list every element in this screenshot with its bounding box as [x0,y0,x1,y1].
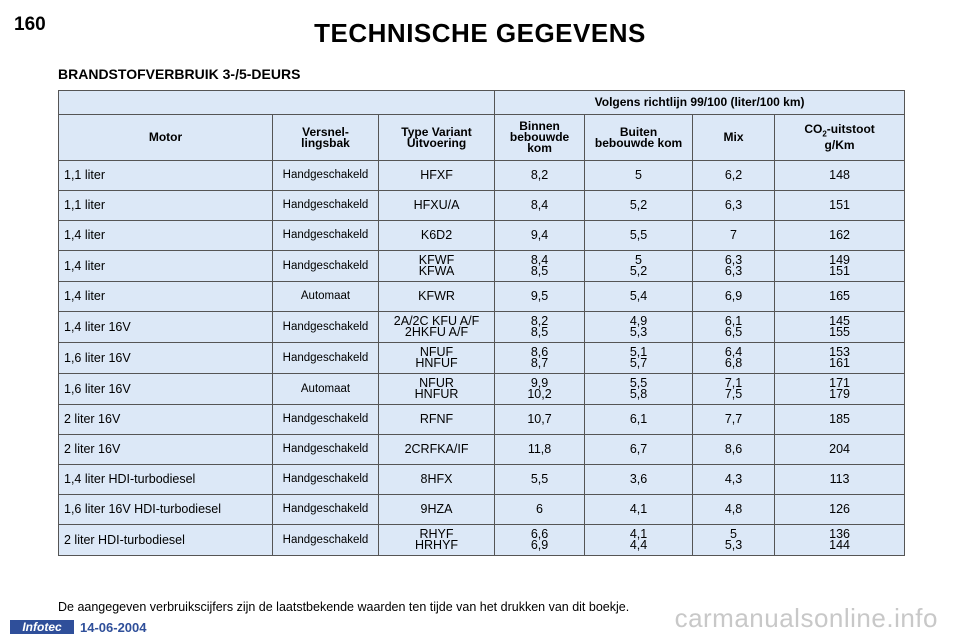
cell-type [379,374,495,405]
cell-extra-urban [585,282,693,312]
header-co2 [775,115,905,161]
cell-motor: 1,1 liter [59,191,273,221]
cell-type [379,525,495,556]
page-title: TECHNISCHE GEGEVENS [314,18,646,48]
cell-mixed-value: 7,1 [724,376,743,390]
table-row [59,525,905,556]
cell-extra-urban-value: 5,8 [629,387,648,401]
cell-type-value: K6D2 [420,228,453,242]
header-gearbox-line: lingsbak [301,135,350,150]
cell-type-value: RHYF [419,527,454,541]
cell-extra-urban [585,374,693,405]
cell-type [379,312,495,343]
cell-motor: 1,1 liter [59,161,273,191]
cell-co2-value: 148 [829,168,850,182]
cell-gearbox: Automaat [273,374,379,405]
cell-co2 [775,405,905,435]
cell-extra-urban-value: 4,1 [629,502,648,516]
table-row [59,495,905,525]
cell-motor: 2 liter 16V [59,435,273,465]
cell-mixed [693,251,775,282]
column-header-row [59,115,905,161]
cell-motor: 1,4 liter [59,251,273,282]
cell-gearbox: Handgeschakeld [273,405,379,435]
cell-urban-value: 8,4 [530,198,549,212]
cell-extra-urban-value: 5 [635,168,642,182]
cell-extra-urban [585,251,693,282]
table-row [59,251,905,282]
cell-type [379,221,495,251]
cell-co2 [775,251,905,282]
cell-mixed-value: 6,3 [724,264,743,278]
cell-gearbox: Handgeschakeld [273,495,379,525]
cell-urban-value: 8,5 [530,264,549,278]
table-row [59,405,905,435]
cell-urban-value: 8,2 [530,314,549,328]
cell-type-value: KFWA [418,264,455,278]
cell-co2 [775,161,905,191]
cell-co2-value: 151 [829,264,850,278]
cell-mixed-value: 7 [730,228,737,242]
cell-co2 [775,191,905,221]
cell-co2 [775,312,905,343]
cell-urban [495,495,585,525]
table-row [59,312,905,343]
cell-mixed-value: 7,7 [724,412,743,426]
cell-urban [495,161,585,191]
cell-urban-value: 10,2 [527,387,552,401]
cell-co2-value: 155 [829,325,850,339]
cell-urban [495,435,585,465]
cell-urban [495,221,585,251]
cell-co2-value: 185 [829,412,850,426]
cell-extra-urban [585,495,693,525]
co2-suffix: -uitstoot [826,122,875,137]
cell-mixed [693,312,775,343]
cell-mixed [693,435,775,465]
cell-co2-value: 149 [829,253,850,267]
cell-type-value: HNFUF [415,356,458,370]
cell-co2 [775,525,905,556]
cell-urban-value: 9,9 [530,376,549,390]
cell-extra-urban [585,312,693,343]
cell-co2-value: 136 [829,527,850,541]
cell-type-value: KFWR [418,289,455,303]
cell-co2-value: 171 [829,376,850,390]
cell-mixed [693,343,775,374]
cell-urban [495,312,585,343]
cell-type [379,435,495,465]
cell-gearbox: Handgeschakeld [273,525,379,556]
cell-urban-value: 11,8 [527,442,552,456]
cell-gearbox: Handgeschakeld [273,312,379,343]
cell-extra-urban-value: 6,1 [629,412,648,426]
cell-mixed-value: 6,8 [724,356,743,370]
cell-type-value: 2HKFU A/F [404,325,469,339]
cell-extra-urban-value: 4,4 [629,538,648,552]
cell-extra-urban-value: 5,5 [629,376,648,390]
header-mixed: Mix [693,115,775,161]
table-row [59,343,905,374]
cell-mixed-value: 5,3 [724,538,743,552]
co2-subscript: 2 [822,129,827,139]
cell-type-value: HFXF [420,168,453,182]
cell-extra-urban-value: 4,1 [629,527,648,541]
header-type [379,115,495,161]
infotec-logo: Infotec [10,620,74,634]
cell-gearbox: Handgeschakeld [273,435,379,465]
page-number: 160 [14,14,46,35]
cell-motor: 1,6 liter 16V [59,374,273,405]
cell-gearbox: Automaat [273,282,379,312]
cell-co2 [775,374,905,405]
cell-urban [495,191,585,221]
header-type-line: Uitvoering [406,135,467,150]
cell-urban-value: 6,6 [530,527,549,541]
cell-urban-value: 8,5 [530,325,549,339]
cell-urban [495,465,585,495]
cell-mixed-value: 7,5 [724,387,743,401]
cell-co2-value: 179 [829,387,850,401]
cell-mixed-value: 6,5 [724,325,743,339]
cell-gearbox: Handgeschakeld [273,221,379,251]
cell-co2 [775,495,905,525]
cell-urban-value: 8,6 [530,345,549,359]
cell-gearbox: Handgeschakeld [273,191,379,221]
cell-extra-urban [585,191,693,221]
cell-extra-urban [585,343,693,374]
cell-mixed-value: 6,9 [724,289,743,303]
table-body [59,161,905,556]
cell-motor: 2 liter 16V [59,405,273,435]
cell-motor: 1,4 liter 16V [59,312,273,343]
cell-co2 [775,465,905,495]
cell-type [379,251,495,282]
footnote: De aangegeven verbruikscijfers zijn de laatstbekende waarden ten tijde van het drukken van dit boekje. [58,600,630,614]
cell-mixed [693,405,775,435]
cell-gearbox: Handgeschakeld [273,465,379,495]
cell-mixed [693,221,775,251]
cell-extra-urban [585,405,693,435]
cell-extra-urban-value: 5,1 [629,345,648,359]
header-urban-line: Binnen [519,119,560,133]
table-row [59,374,905,405]
cell-co2-value: 113 [829,472,850,486]
cell-mixed [693,525,775,556]
cell-type [379,343,495,374]
cell-type-value: 2CRFKA/IF [404,442,469,456]
cell-gearbox: Handgeschakeld [273,343,379,374]
cell-mixed [693,161,775,191]
cell-type-value: NFUR [419,376,454,390]
cell-co2 [775,343,905,374]
cell-urban [495,525,585,556]
cell-type-value: RFNF [419,412,454,426]
group-header-row [59,91,905,115]
cell-co2-value: 162 [829,228,850,242]
cell-co2-value: 126 [829,502,850,516]
cell-urban [495,405,585,435]
cell-urban [495,343,585,374]
cell-co2-value: 204 [829,442,850,456]
cell-mixed [693,191,775,221]
cell-type-value: NFUF [419,345,454,359]
cell-urban-value: 8,2 [530,168,549,182]
cell-extra-urban-value: 5,3 [629,325,648,339]
footer-date: 14-06-2004 [80,620,147,635]
cell-type [379,161,495,191]
header-type-line: Type Variant [401,124,472,139]
cell-mixed-value: 5 [730,527,737,541]
cell-mixed-value: 4,8 [724,502,743,516]
cell-urban-value: 8,7 [530,356,549,370]
header-urban-line: bebouwde [509,130,570,144]
cell-co2-value: 161 [829,356,850,370]
cell-mixed-value: 6,4 [724,345,743,359]
cell-type-value: HFXU/A [413,198,460,212]
cell-co2-value: 151 [829,198,850,212]
cell-co2-value: 153 [829,345,850,359]
cell-extra-urban-value: 5,2 [629,264,648,278]
cell-co2 [775,221,905,251]
cell-urban [495,374,585,405]
cell-urban-value: 9,4 [530,228,549,242]
table-row [59,221,905,251]
cell-type [379,405,495,435]
cell-mixed-value: 8,6 [724,442,743,456]
cell-type [379,465,495,495]
header-extra-urban-line: Buiten [619,124,658,139]
cell-co2-value: 165 [829,289,850,303]
cell-mixed [693,282,775,312]
cell-extra-urban-value: 5,5 [629,228,648,242]
cell-gearbox: Handgeschakeld [273,251,379,282]
table-row [59,191,905,221]
cell-motor: 1,4 liter [59,221,273,251]
cell-mixed-value: 6,3 [724,253,743,267]
cell-urban [495,282,585,312]
cell-urban-value: 9,5 [530,289,549,303]
cell-urban-value: 5,5 [530,472,549,486]
cell-extra-urban [585,161,693,191]
cell-urban-value: 6,9 [530,538,549,552]
header-extra-urban-line: bebouwde kom [594,135,683,150]
cell-co2 [775,282,905,312]
fuel-consumption-table [58,90,905,556]
table-row [59,161,905,191]
cell-extra-urban [585,221,693,251]
cell-type-value: HNFUR [414,387,459,401]
watermark: carmanualsonline.info [674,603,938,633]
group-header: Volgens richtlijn 99/100 (liter/100 km) [495,91,905,115]
table-row [59,282,905,312]
cell-extra-urban-value: 4,9 [629,314,648,328]
cell-urban [495,251,585,282]
header-gearbox [273,115,379,161]
cell-type-value: 2A/2C KFU A/F [393,314,480,328]
cell-extra-urban-value: 5,7 [629,356,648,370]
cell-co2-value: 144 [829,538,850,552]
table-row [59,465,905,495]
cell-mixed-value: 6,1 [724,314,743,328]
section-title: BRANDSTOFVERBRUIK 3-/5-DEURS [58,66,301,82]
cell-urban-value: 10,7 [527,412,552,426]
header-extra-urban [585,115,693,161]
header-gearbox-line: Versnel- [302,124,349,139]
cell-type-value: KFWF [418,253,455,267]
header-motor: Motor [59,115,273,161]
cell-mixed-value: 4,3 [724,472,743,486]
header-urban [495,115,585,161]
cell-extra-urban [585,465,693,495]
cell-mixed-value: 6,2 [724,168,743,182]
cell-motor: 1,4 liter HDI-turbodiesel [59,465,273,495]
cell-type-value: 8HFX [420,472,453,486]
cell-extra-urban-value: 5 [635,253,642,267]
cell-type [379,495,495,525]
co2-prefix: CO [804,122,823,137]
cell-extra-urban-value: 5,4 [629,289,648,303]
cell-mixed [693,374,775,405]
header-urban-line: kom [527,141,552,155]
empty-header-cell [59,91,495,115]
cell-type [379,282,495,312]
cell-type-value: HRHYF [414,538,459,552]
cell-extra-urban-value: 6,7 [629,442,648,456]
cell-motor: 2 liter HDI-turbodiesel [59,525,273,556]
cell-mixed-value: 6,3 [724,198,743,212]
cell-extra-urban-value: 5,2 [629,198,648,212]
table-row [59,435,905,465]
cell-motor: 1,6 liter 16V [59,343,273,374]
cell-mixed [693,495,775,525]
cell-urban-value: 8,4 [530,253,549,267]
cell-type-value: 9HZA [420,502,453,516]
cell-extra-urban-value: 3,6 [629,472,648,486]
cell-motor: 1,4 liter [59,282,273,312]
cell-co2-value: 145 [829,314,850,328]
cell-mixed [693,465,775,495]
cell-urban-value: 6 [536,502,543,516]
cell-type [379,191,495,221]
cell-motor: 1,6 liter 16V HDI-turbodiesel [59,495,273,525]
cell-gearbox: Handgeschakeld [273,161,379,191]
cell-co2 [775,435,905,465]
header-co2-unit: g/Km [824,137,855,152]
cell-extra-urban [585,525,693,556]
cell-extra-urban [585,435,693,465]
